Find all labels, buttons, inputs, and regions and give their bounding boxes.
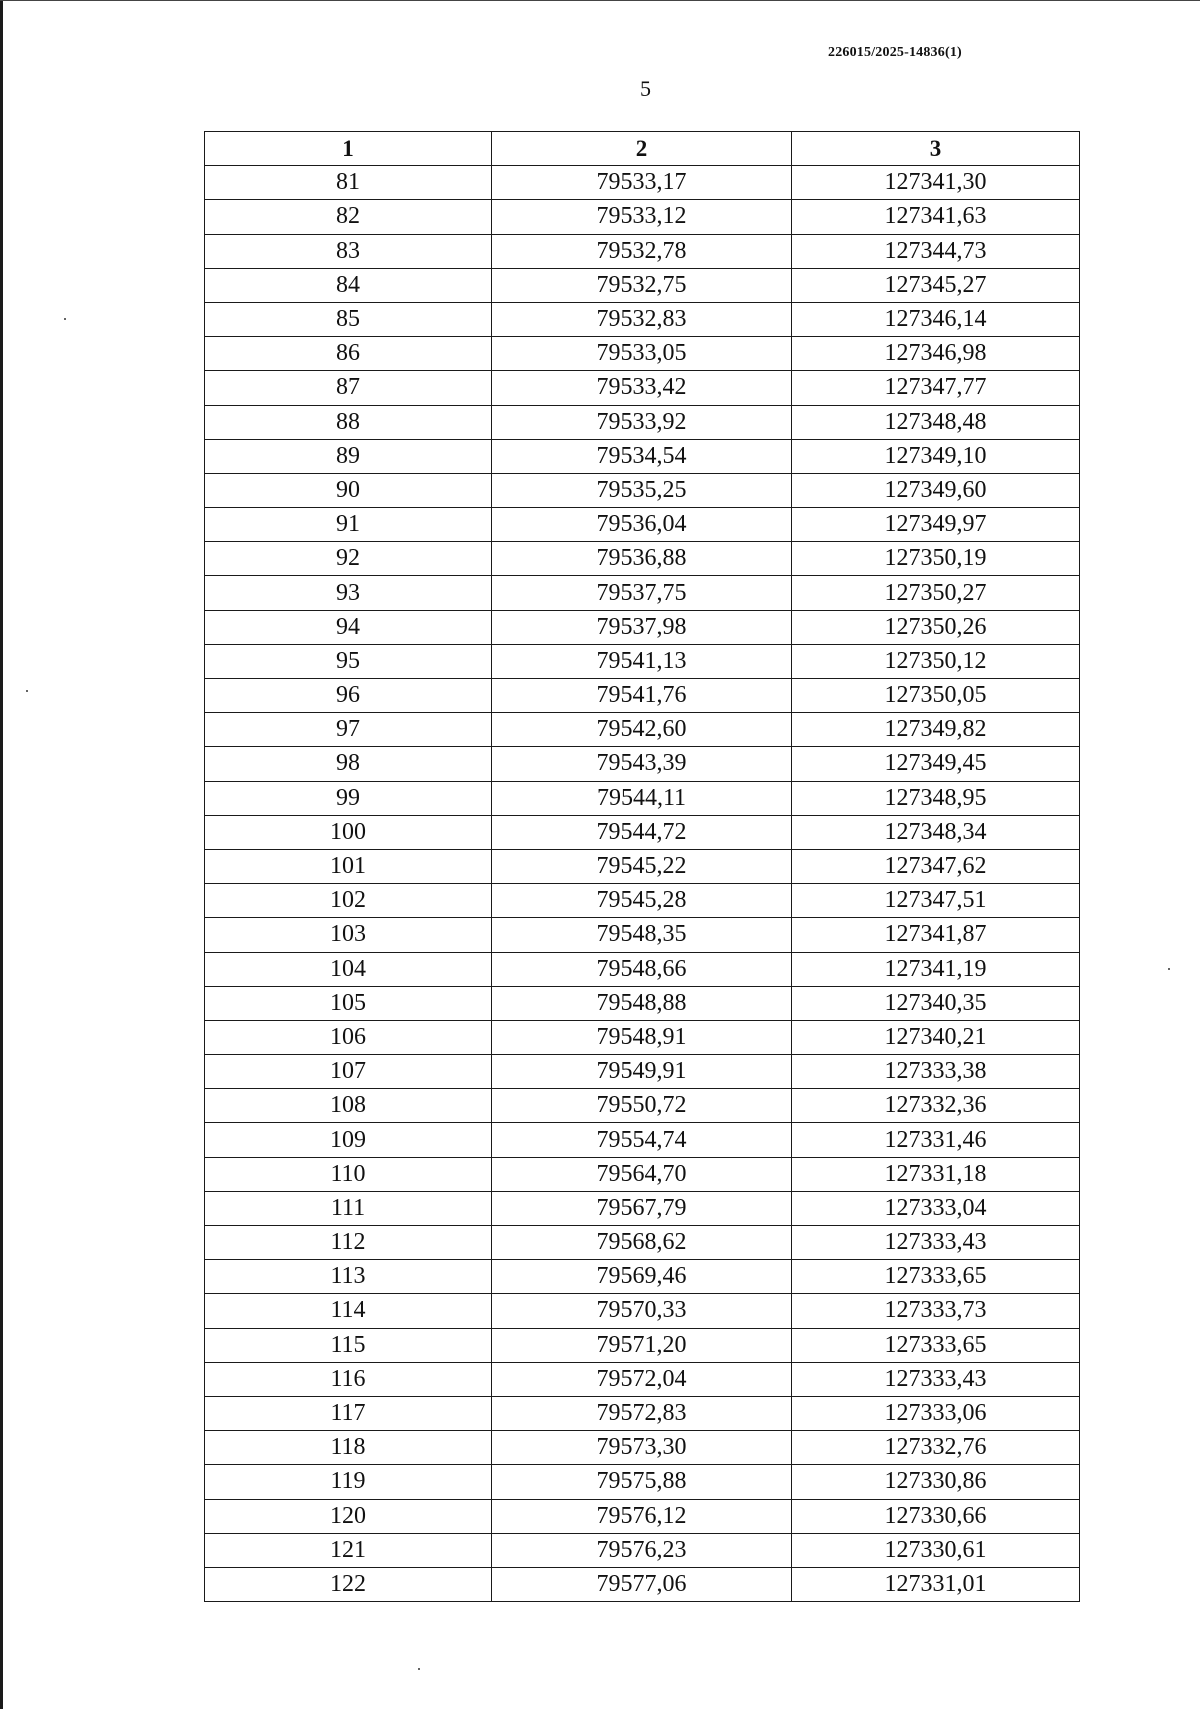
table-row [205, 1020, 1080, 1054]
table-cell-col1: 94 [205, 610, 492, 644]
table-row [205, 166, 1080, 200]
table-row [205, 1089, 1080, 1123]
table-cell-col1: 95 [205, 644, 492, 678]
table-cell-col2: 79533,12 [492, 200, 792, 234]
table-cell-col1: 85 [205, 302, 492, 336]
table-row [205, 884, 1080, 918]
table-row [205, 200, 1080, 234]
header-row [205, 132, 1080, 166]
table-cell-col2: 79541,13 [492, 644, 792, 678]
table-cell-col1: 99 [205, 781, 492, 815]
table-cell-col3: 127349,60 [792, 473, 1080, 507]
table-cell-col3: 127333,38 [792, 1055, 1080, 1089]
table-row [205, 1396, 1080, 1430]
table-cell-col1: 105 [205, 986, 492, 1020]
table-cell-col3: 127330,66 [792, 1499, 1080, 1533]
table-cell-col1: 84 [205, 268, 492, 302]
table-row [205, 713, 1080, 747]
table-cell-col3: 127348,48 [792, 405, 1080, 439]
table-cell-col3: 127341,87 [792, 918, 1080, 952]
table-cell-col2: 79573,30 [492, 1431, 792, 1465]
scan-speck [418, 1668, 420, 1670]
table-cell-col3: 127341,30 [792, 166, 1080, 200]
table-cell-col1: 104 [205, 952, 492, 986]
table-cell-col3: 127348,95 [792, 781, 1080, 815]
table-row [205, 747, 1080, 781]
table-row [205, 849, 1080, 883]
table-cell-col1: 89 [205, 439, 492, 473]
table-cell-col1: 83 [205, 234, 492, 268]
table-row [205, 918, 1080, 952]
table-row [205, 508, 1080, 542]
table-cell-col3: 127347,62 [792, 849, 1080, 883]
table-row [205, 815, 1080, 849]
table-cell-col1: 92 [205, 542, 492, 576]
table-cell-col2: 79543,39 [492, 747, 792, 781]
table-cell-col1: 121 [205, 1533, 492, 1567]
table-cell-col2: 79545,28 [492, 884, 792, 918]
table-cell-col1: 91 [205, 508, 492, 542]
table-cell-col2: 79532,83 [492, 302, 792, 336]
table-row [205, 986, 1080, 1020]
table-cell-col3: 127350,05 [792, 679, 1080, 713]
header-cell-1: 1 [205, 132, 492, 166]
table-row [205, 781, 1080, 815]
table-cell-col2: 79570,33 [492, 1294, 792, 1328]
table-row [205, 337, 1080, 371]
table-row [205, 1465, 1080, 1499]
table-cell-col2: 79532,78 [492, 234, 792, 268]
table-cell-col2: 79576,12 [492, 1499, 792, 1533]
table-cell-col3: 127346,14 [792, 302, 1080, 336]
table-cell-col2: 79572,04 [492, 1362, 792, 1396]
table-cell-col3: 127330,86 [792, 1465, 1080, 1499]
table-cell-col2: 79548,66 [492, 952, 792, 986]
table-cell-col3: 127331,18 [792, 1157, 1080, 1191]
table-cell-col1: 103 [205, 918, 492, 952]
table-cell-col2: 79536,04 [492, 508, 792, 542]
table-cell-col3: 127347,77 [792, 371, 1080, 405]
table-row [205, 1226, 1080, 1260]
table-cell-col2: 79544,72 [492, 815, 792, 849]
table-cell-col2: 79572,83 [492, 1396, 792, 1430]
table-cell-col1: 96 [205, 679, 492, 713]
table-cell-col2: 79568,62 [492, 1226, 792, 1260]
table-cell-col2: 79564,70 [492, 1157, 792, 1191]
table-cell-col1: 90 [205, 473, 492, 507]
table-cell-col3: 127331,01 [792, 1567, 1080, 1601]
scan-speck [64, 318, 66, 320]
table-cell-col3: 127349,97 [792, 508, 1080, 542]
header-cell-2: 2 [492, 132, 792, 166]
table-cell-col2: 79537,98 [492, 610, 792, 644]
table-cell-col2: 79576,23 [492, 1533, 792, 1567]
table-cell-col2: 79534,54 [492, 439, 792, 473]
table-row [205, 542, 1080, 576]
table-cell-col1: 87 [205, 371, 492, 405]
table-cell-col3: 127333,06 [792, 1396, 1080, 1430]
table-cell-col3: 127350,26 [792, 610, 1080, 644]
table-row [205, 1533, 1080, 1567]
table-row [205, 1328, 1080, 1362]
table-cell-col2: 79575,88 [492, 1465, 792, 1499]
table-row [205, 952, 1080, 986]
table-cell-col3: 127344,73 [792, 234, 1080, 268]
table-cell-col2: 79533,05 [492, 337, 792, 371]
table-cell-col2: 79577,06 [492, 1567, 792, 1601]
table-row [205, 610, 1080, 644]
table-cell-col1: 122 [205, 1567, 492, 1601]
table-cell-col3: 127350,19 [792, 542, 1080, 576]
scan-edge-left [0, 0, 3, 1709]
scan-speck [1168, 968, 1170, 970]
table-cell-col2: 79554,74 [492, 1123, 792, 1157]
table-cell-col3: 127330,61 [792, 1533, 1080, 1567]
table-cell-col2: 79567,79 [492, 1191, 792, 1225]
table-cell-col1: 100 [205, 815, 492, 849]
table-cell-col2: 79533,17 [492, 166, 792, 200]
table-cell-col1: 118 [205, 1431, 492, 1465]
table-body [205, 166, 1080, 1602]
table-cell-col2: 79571,20 [492, 1328, 792, 1362]
table-row [205, 234, 1080, 268]
table-cell-col3: 127341,19 [792, 952, 1080, 986]
table-header [205, 132, 1080, 166]
table-cell-col1: 88 [205, 405, 492, 439]
table-cell-col1: 119 [205, 1465, 492, 1499]
table-row [205, 371, 1080, 405]
table-cell-col2: 79541,76 [492, 679, 792, 713]
header-cell-3: 3 [792, 132, 1080, 166]
table-cell-col1: 113 [205, 1260, 492, 1294]
table-cell-col3: 127340,21 [792, 1020, 1080, 1054]
table-cell-col3: 127349,10 [792, 439, 1080, 473]
table-cell-col1: 106 [205, 1020, 492, 1054]
table-cell-col2: 79533,42 [492, 371, 792, 405]
table-cell-col1: 117 [205, 1396, 492, 1430]
table-cell-col3: 127333,43 [792, 1362, 1080, 1396]
table-cell-col3: 127340,35 [792, 986, 1080, 1020]
table-cell-col1: 93 [205, 576, 492, 610]
table-cell-col1: 86 [205, 337, 492, 371]
table-cell-col2: 79548,88 [492, 986, 792, 1020]
table-cell-col2: 79548,91 [492, 1020, 792, 1054]
table-cell-col1: 120 [205, 1499, 492, 1533]
table-row [205, 1499, 1080, 1533]
table-cell-col3: 127350,12 [792, 644, 1080, 678]
table-row [205, 1157, 1080, 1191]
table-cell-col1: 115 [205, 1328, 492, 1362]
table-cell-col3: 127332,36 [792, 1089, 1080, 1123]
table-row [205, 1055, 1080, 1089]
table-cell-col2: 79536,88 [492, 542, 792, 576]
table-row [205, 576, 1080, 610]
table-row [205, 439, 1080, 473]
table-cell-col3: 127333,65 [792, 1328, 1080, 1362]
table-row [205, 268, 1080, 302]
table-cell-col3: 127331,46 [792, 1123, 1080, 1157]
table-row [205, 1431, 1080, 1465]
table-cell-col2: 79544,11 [492, 781, 792, 815]
table-row [205, 1123, 1080, 1157]
table-row [205, 1294, 1080, 1328]
table-cell-col2: 79533,92 [492, 405, 792, 439]
scan-edge-top [0, 0, 1200, 1]
table-cell-col1: 81 [205, 166, 492, 200]
table-cell-col2: 79545,22 [492, 849, 792, 883]
table-cell-col1: 97 [205, 713, 492, 747]
table-row [205, 1567, 1080, 1601]
table-row [205, 302, 1080, 336]
table-row [205, 473, 1080, 507]
table-cell-col1: 112 [205, 1226, 492, 1260]
table-cell-col1: 98 [205, 747, 492, 781]
table-cell-col3: 127349,82 [792, 713, 1080, 747]
table-row [205, 679, 1080, 713]
table-row [205, 644, 1080, 678]
table-cell-col1: 82 [205, 200, 492, 234]
table-cell-col2: 79542,60 [492, 713, 792, 747]
table-cell-col1: 101 [205, 849, 492, 883]
table-cell-col1: 111 [205, 1191, 492, 1225]
page-number: 5 [640, 76, 651, 101]
table-cell-col2: 79569,46 [492, 1260, 792, 1294]
table-cell-col3: 127345,27 [792, 268, 1080, 302]
table-cell-col3: 127333,43 [792, 1226, 1080, 1260]
table-cell-col1: 107 [205, 1055, 492, 1089]
table-cell-col1: 110 [205, 1157, 492, 1191]
table-cell-col1: 116 [205, 1362, 492, 1396]
table-row [205, 405, 1080, 439]
table-row [205, 1362, 1080, 1396]
table-cell-col3: 127332,76 [792, 1431, 1080, 1465]
table-cell-col3: 127350,27 [792, 576, 1080, 610]
table-cell-col3: 127347,51 [792, 884, 1080, 918]
table-cell-col2: 79548,35 [492, 918, 792, 952]
table-cell-col3: 127333,65 [792, 1260, 1080, 1294]
table-cell-col2: 79549,91 [492, 1055, 792, 1089]
table-row [205, 1191, 1080, 1225]
table-cell-col3: 127349,45 [792, 747, 1080, 781]
table-cell-col3: 127341,63 [792, 200, 1080, 234]
coordinates-table [204, 131, 1080, 1602]
table-cell-col1: 109 [205, 1123, 492, 1157]
table-cell-col1: 108 [205, 1089, 492, 1123]
table-cell-col2: 79535,25 [492, 473, 792, 507]
table-cell-col2: 79550,72 [492, 1089, 792, 1123]
scan-speck [26, 690, 28, 692]
table-cell-col3: 127333,04 [792, 1191, 1080, 1225]
table-cell-col2: 79537,75 [492, 576, 792, 610]
table-cell-col1: 102 [205, 884, 492, 918]
table-row [205, 1260, 1080, 1294]
document-id: 226015/2025-14836(1) [828, 45, 962, 60]
table-cell-col3: 127348,34 [792, 815, 1080, 849]
table-cell-col1: 114 [205, 1294, 492, 1328]
table-cell-col3: 127346,98 [792, 337, 1080, 371]
table-cell-col2: 79532,75 [492, 268, 792, 302]
table-cell-col3: 127333,73 [792, 1294, 1080, 1328]
